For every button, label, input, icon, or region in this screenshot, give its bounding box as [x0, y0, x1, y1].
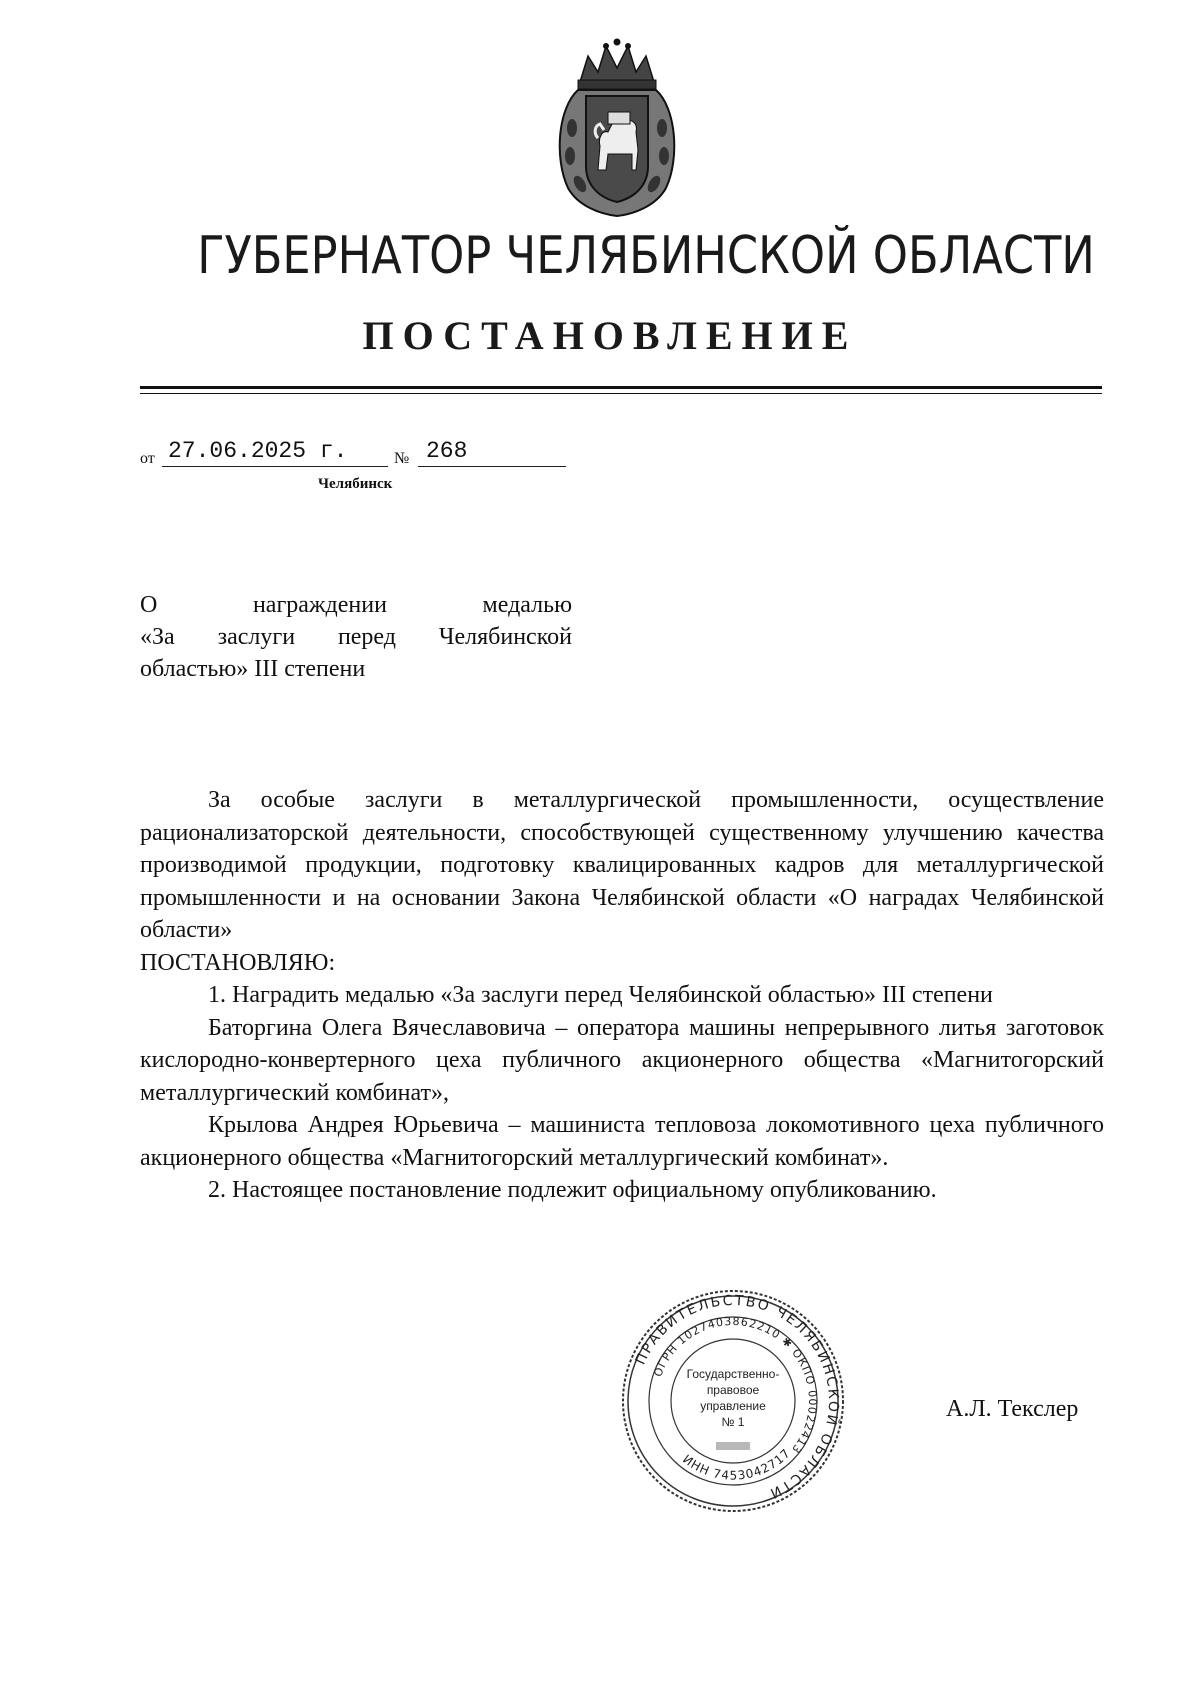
document-number: 268 — [418, 440, 566, 467]
date-number-row — [140, 440, 580, 470]
stamp-center-line-2: правовое — [706, 1383, 760, 1397]
stamp-center-line-1: Государственно- — [686, 1367, 780, 1381]
decree-word: ПОСТАНОВЛЯЮ: — [140, 949, 336, 976]
official-stamp — [618, 1286, 848, 1516]
stamp-center-line-3: управление — [700, 1399, 766, 1413]
document-body — [140, 784, 1104, 1207]
coat-of-arms-emblem — [548, 38, 686, 218]
stamp-outer-text: ПРАВИТЕЛЬСТВО ЧЕЛЯБИНСКОЙ ОБЛАСТИ — [632, 1292, 842, 1502]
item-1-paragraph: 1. Наградить медалью «За заслуги перед Челябинской областью» III степени — [208, 982, 993, 1008]
awardee-2-paragraph: Крылова Андрея Юрьевича – машиниста тепловоза локомотивного цеха публичного акционерного общества «Магнитогорский металлургический комбинат». — [140, 1112, 1104, 1171]
subject-line-1: О награждении медалью — [140, 592, 572, 618]
signatory-name: А.Л. Текслер — [946, 1396, 1079, 1422]
header-divider-thick — [140, 386, 1102, 389]
document-date: 27.06.2025 г. — [162, 440, 388, 467]
item-2-paragraph: 2. Настоящее постановление подлежит официальному опубликованию. — [208, 1177, 937, 1203]
subject-line-2: «За заслуги перед Челябинской — [140, 624, 572, 650]
city-label: Челябинск — [318, 476, 393, 492]
org-title: ГУБЕРНАТОР ЧЕЛЯБИНСКОЙ ОБЛАСТИ — [197, 226, 1095, 286]
awardee-1-paragraph: Баторгина Олега Вячеславовича – оператора машины непрерывного литья заготовок кислородно-конвертерного цеха публичного акционерного общества «Магнитогорский металлургический комбинат», — [140, 1014, 1104, 1106]
header-divider-thin — [140, 393, 1102, 394]
date-prefix-label: от — [140, 450, 155, 467]
document-subject — [140, 589, 572, 685]
preamble-paragraph: За особые заслуги в металлургической промышленности, осуществление рационализаторской деятельности, способствующей существенному улучшению качества производимой продукции, подготовку квалицированных кадров для металлургической промышленности и на основании Закона Челябинской области «О наградах Челябинской области» — [140, 787, 1104, 943]
subject-line-3: областью» III степени — [140, 656, 366, 682]
stamp-center-line-4: № 1 — [721, 1415, 745, 1429]
stamp-ogrn-text: ОГРН 1027403862210 ✱ ОКПО 00022413 — [651, 1314, 820, 1457]
number-prefix-label: № — [394, 450, 410, 467]
stamp-inn-text: ИНН 7453042717 — [680, 1445, 794, 1483]
document-type-heading: ПОСТАНОВЛЕНИЕ — [362, 313, 858, 358]
